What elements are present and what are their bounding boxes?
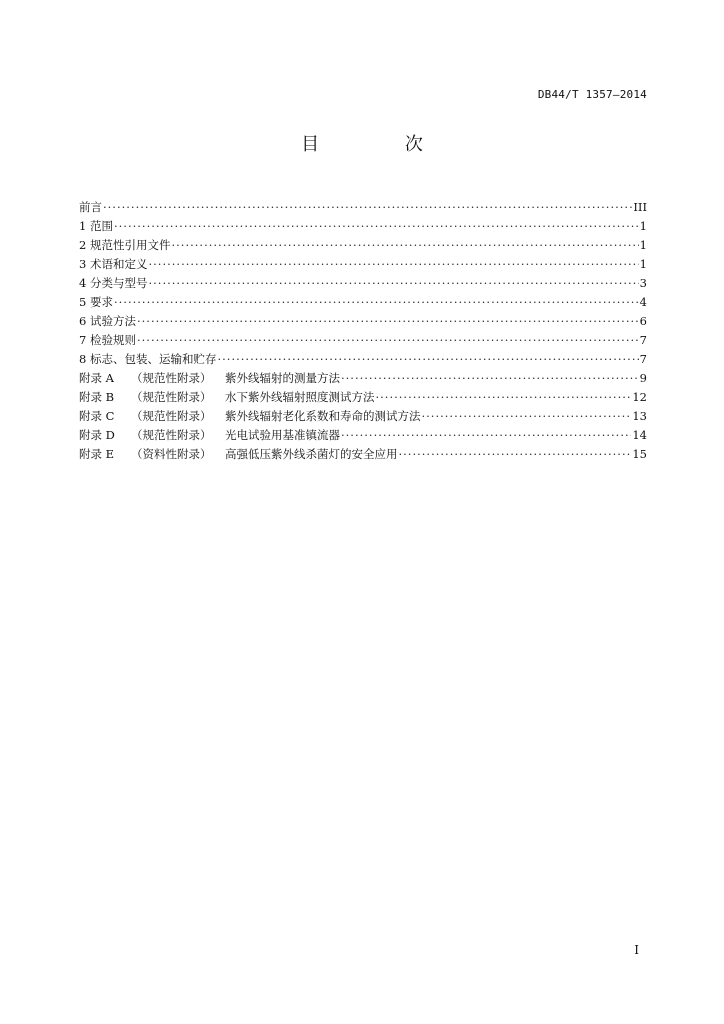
toc-entry-terms-definitions[interactable] [79,255,647,274]
toc-entry-label: 8 标志、包装、运输和贮存 [79,352,217,366]
page-number: I [634,943,639,957]
appendix-label [79,369,340,388]
appendix-label [79,407,421,426]
dot-leader [103,198,632,217]
toc-entry-page: 7 [639,352,647,366]
toc-entry-marking-packaging[interactable] [79,350,647,369]
dot-leader [399,445,632,464]
appendix-type: （规范性附录） [131,371,212,385]
toc-entry-page: 1 [639,238,647,252]
toc-entry-page: 9 [639,371,647,385]
toc-entry-label: 2 规范性引用文件 [79,238,171,252]
appendix-id: 附录 B [79,390,115,404]
dot-leader [341,369,639,388]
toc-entry-page: 1 [639,219,647,233]
table-of-contents [79,198,647,464]
toc-entry-page: 15 [632,447,647,461]
toc-entry-normative-references[interactable] [79,236,647,255]
toc-entry-appendix-c[interactable] [79,407,647,426]
appendix-label [79,388,375,407]
toc-entry-test-methods[interactable] [79,312,647,331]
toc-entry-page: 1 [639,257,647,271]
toc-entry-appendix-d[interactable] [79,426,647,445]
appendix-id: 附录 C [79,409,115,423]
toc-entry-classification[interactable] [79,274,647,293]
dot-leader [376,388,632,407]
toc-entry-page: 7 [639,333,647,347]
appendix-id: 附录 D [79,428,115,442]
appendix-title: 紫外线辐射的测量方法 [225,371,340,385]
dot-leader [171,236,638,255]
appendix-type: （资料性附录） [131,447,212,461]
appendix-title: 紫外线辐射老化系数和寿命的测试方法 [225,409,421,423]
toc-entry-page: III [633,200,647,214]
toc-entry-label: 1 范围 [79,219,113,233]
appendix-id: 附录 A [79,371,114,385]
dot-leader [137,331,639,350]
toc-entry-page: 12 [632,390,647,404]
dot-leader [217,350,638,369]
toc-entry-page: 4 [639,295,647,309]
appendix-type: （规范性附录） [131,409,212,423]
toc-title: 目 次 [301,134,463,155]
appendix-title: 高强低压紫外线杀菌灯的安全应用 [225,447,398,461]
dot-leader [148,274,638,293]
toc-entry-inspection-rules[interactable] [79,331,647,350]
standard-code: DB44/T 1357—2014 [537,88,647,101]
dot-leader [148,255,638,274]
dot-leader [114,293,639,312]
toc-entry-page: 6 [639,314,647,328]
appendix-label [79,445,398,464]
appendix-label [79,426,340,445]
appendix-title: 水下紫外线辐射照度测试方法 [225,390,375,404]
dot-leader [137,312,639,331]
toc-entry-label: 前言 [79,200,102,214]
dot-leader [341,426,631,445]
toc-entry-label: 4 分类与型号 [79,276,148,290]
appendix-title: 光电试验用基准镇流器 [225,428,340,442]
toc-entry-label: 7 检验规则 [79,333,136,347]
appendix-id: 附录 E [79,447,115,461]
dot-leader [114,217,639,236]
toc-entry-scope[interactable] [79,217,647,236]
toc-entry-requirements[interactable] [79,293,647,312]
appendix-type: （规范性附录） [131,390,212,404]
appendix-type: （规范性附录） [131,428,212,442]
toc-entry-label: 6 试验方法 [79,314,136,328]
toc-entry-appendix-a[interactable] [79,369,647,388]
dot-leader [422,407,632,426]
toc-entry-appendix-e[interactable] [79,445,647,464]
toc-entry-page: 3 [639,276,647,290]
toc-entry-page: 13 [632,409,647,423]
toc-entry-label: 5 要求 [79,295,113,309]
toc-entry-label: 3 术语和定义 [79,257,148,271]
toc-entry-foreword[interactable] [79,198,647,217]
toc-entry-page: 14 [632,428,647,442]
toc-entry-appendix-b[interactable] [79,388,647,407]
